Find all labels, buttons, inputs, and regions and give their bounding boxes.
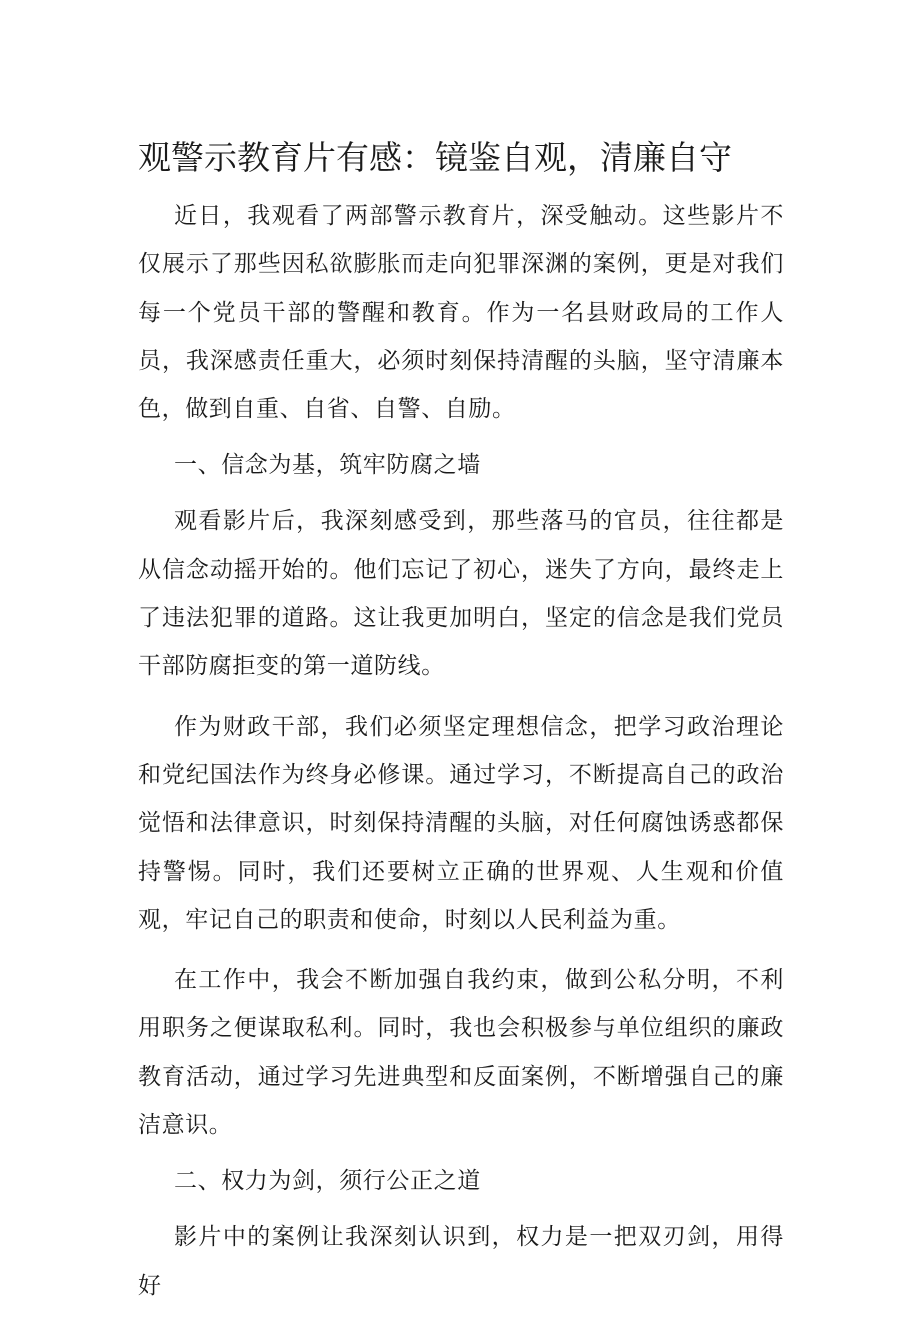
section-heading-1: 一、信念为基，筑牢防腐之墙 [174, 452, 481, 479]
intro-paragraph: 近日，我观看了两部警示教育片，深受触动。这些影片不仅展示了那些因私欲膨胀而走向犯罪深渊的案例，更是对我们每一个党员干部的警醒和教育。作为一名县财政局的工作人员，我深感责任重大，必须时刻保持清醒的头脑，坚守清廉本色，做到自重、自省、自警、自励。 [138, 203, 784, 423]
section-heading-2: 二、权力为剑，须行公正之道 [174, 1168, 481, 1195]
body-paragraph: 作为财政干部，我们必须坚定理想信念，把学习政治理论和党纪国法作为终身必修课。通过学习，不断提高自己的政治觉悟和法律意识，时刻保持清醒的头脑，对任何腐蚀诱惑都保持警惕。同时，我们还要树立正确的世界观、人生观和价值观，牢记自己的职责和使命，时刻以人民利益为重。 [138, 713, 784, 933]
document-title: 观警示教育片有感：镜鉴自观，清廉自守 [138, 138, 732, 177]
document-body [138, 192, 784, 1322]
body-paragraph: 影片中的案例让我深刻认识到，权力是一把双刃剑，用得好 [138, 1224, 784, 1299]
body-paragraph: 观看影片后，我深刻感受到，那些落马的官员，往往都是从信念动摇开始的。他们忘记了初心，迷失了方向，最终走上了违法犯罪的道路。这让我更加明白，坚定的信念是我们党员干部防腐拒变的第一道防线。 [138, 508, 784, 680]
body-paragraph: 在工作中，我会不断加强自我约束，做到公私分明，不利用职务之便谋取私利。同时，我也会积极参与单位组织的廉政教育活动，通过学习先进典型和反面案例，不断增强自己的廉洁意识。 [138, 967, 784, 1139]
